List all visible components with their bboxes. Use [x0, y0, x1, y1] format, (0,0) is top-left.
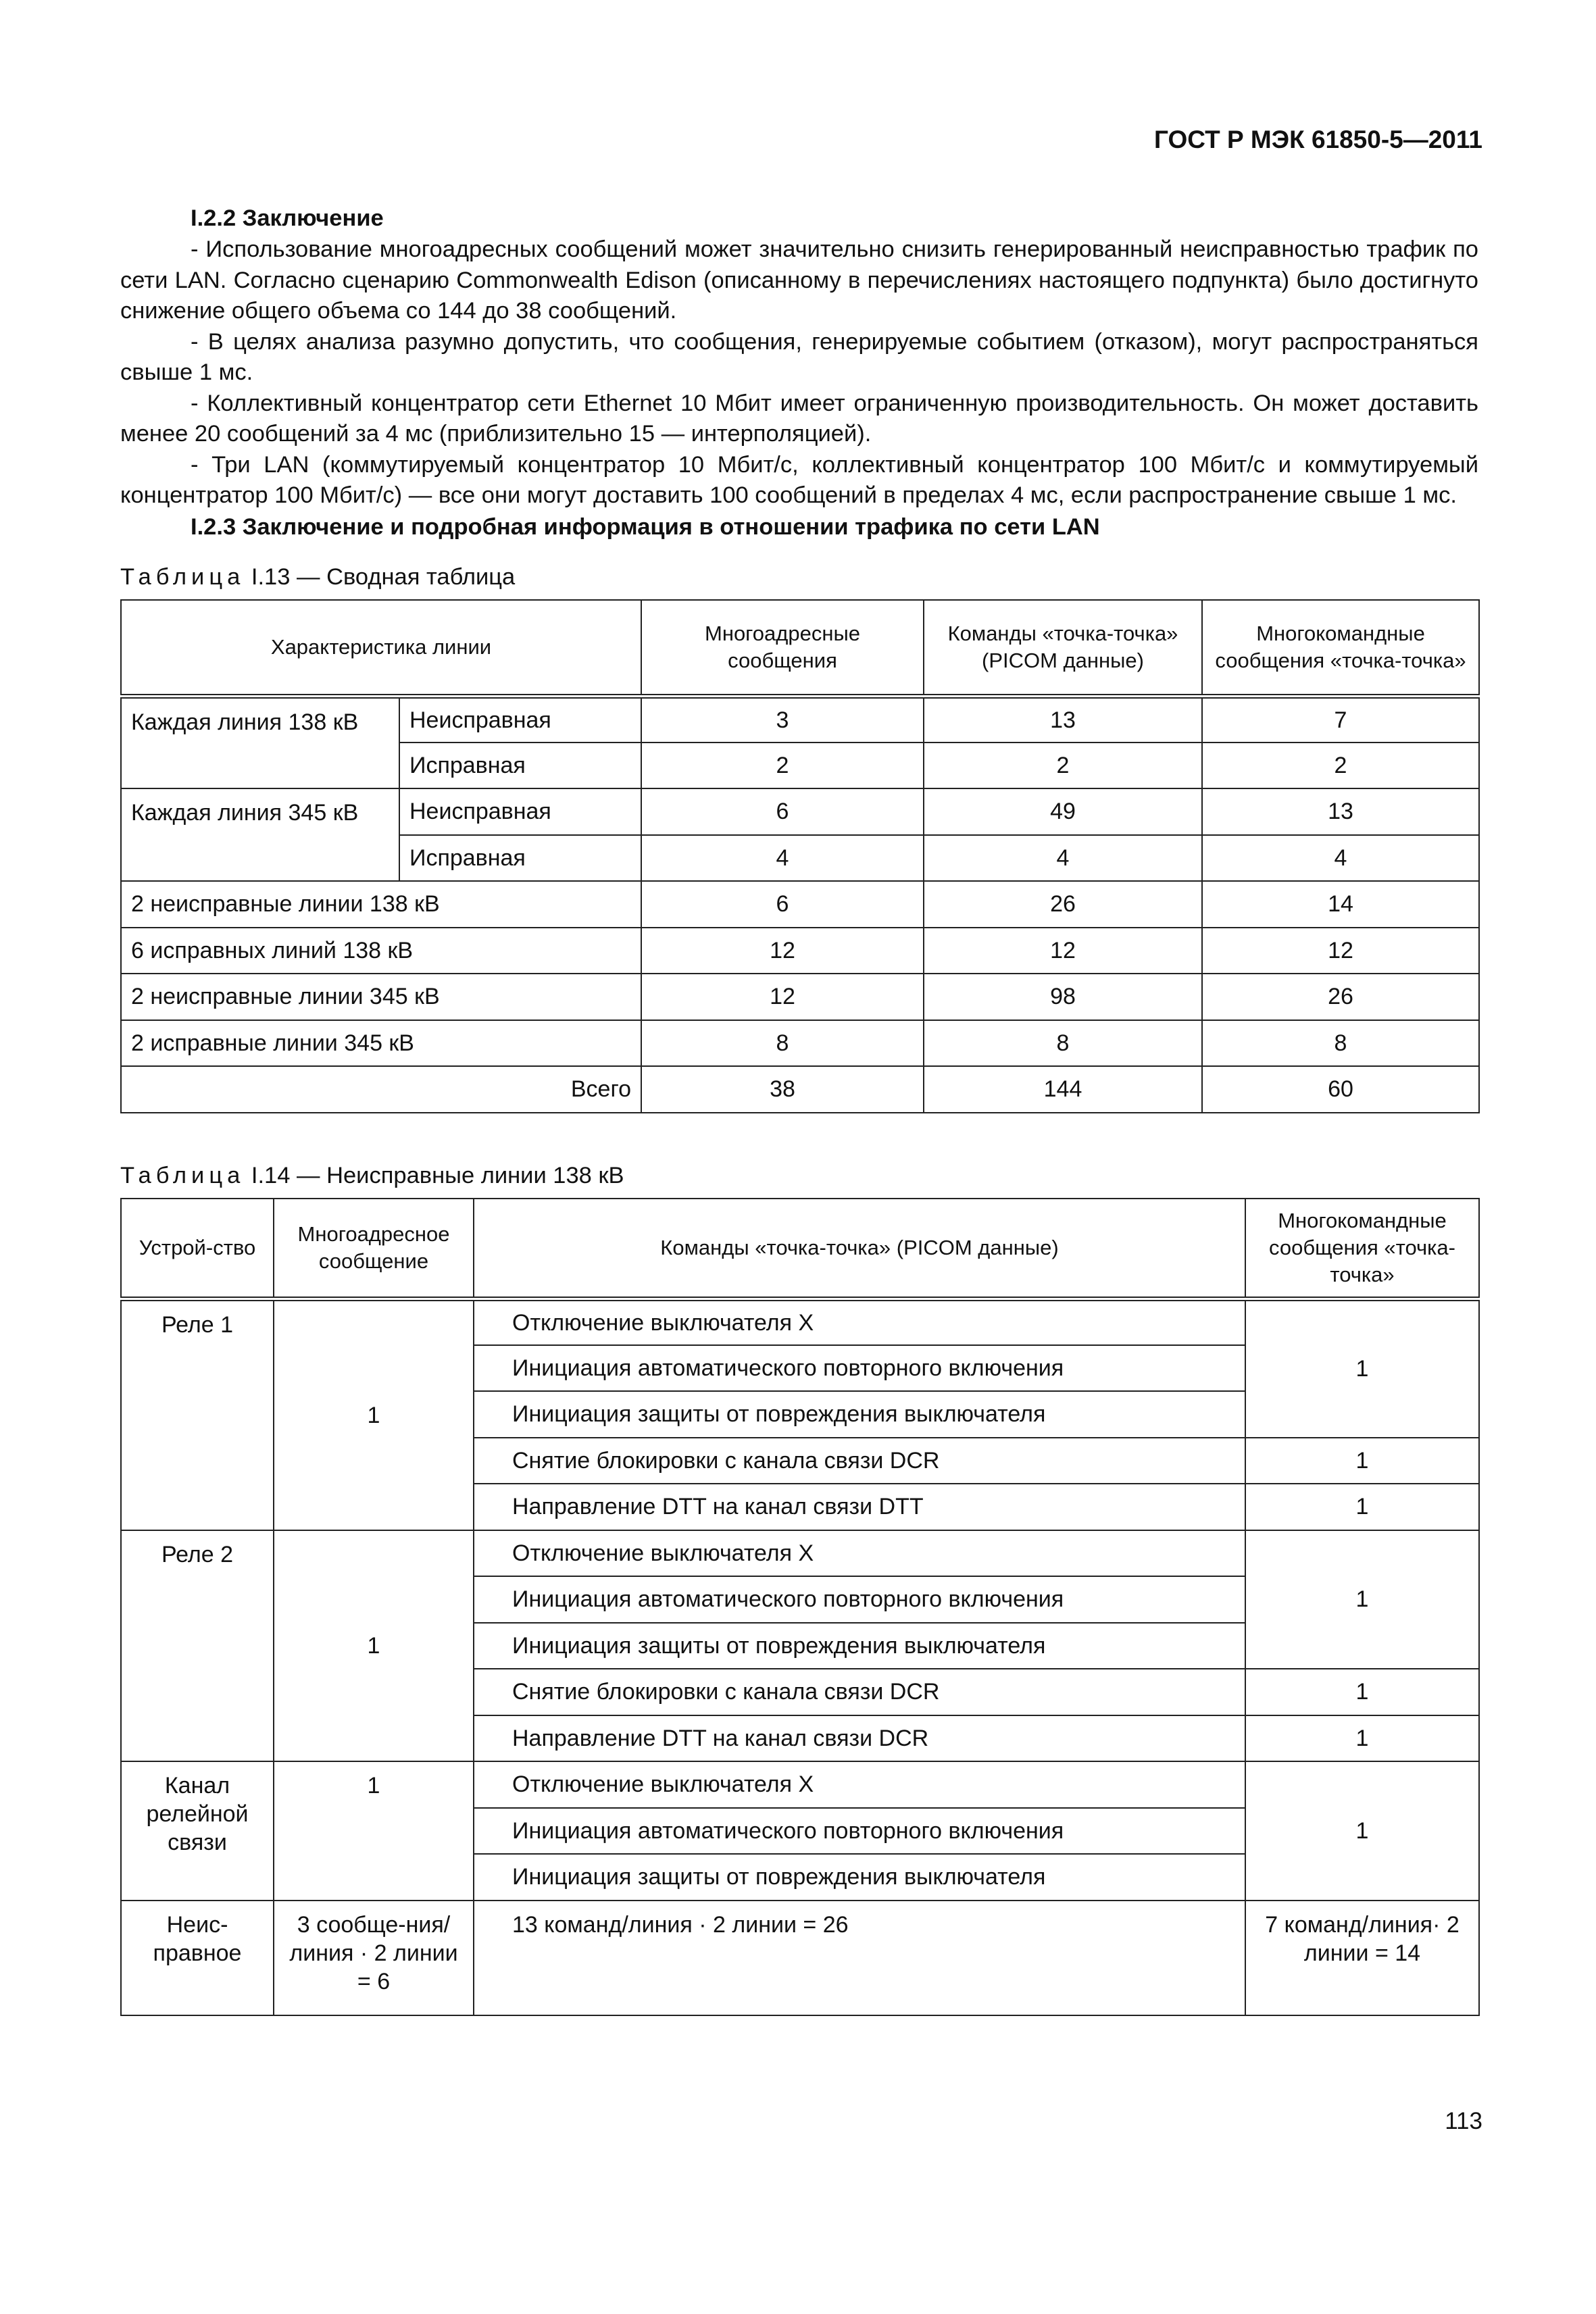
faulty-lines-table [120, 1198, 1480, 2016]
row-state: Исправная [399, 743, 641, 789]
cell-multicommand: 1 [1245, 1299, 1479, 1438]
command-cell: Направление DTT на канал связи DCR [474, 1715, 1245, 1762]
cell-multicommand: 1 [1245, 1715, 1479, 1762]
document-header: ГОСТ Р МЭК 61850-5—2011 [1154, 126, 1482, 153]
cell-multicommand: 7 [1202, 696, 1479, 743]
cell-multicommand: 1 [1245, 1669, 1479, 1715]
cell-p2p: 4 [924, 835, 1202, 882]
page-number: 113 [1445, 2108, 1482, 2134]
device-faulty: Неис-правное [121, 1901, 274, 2015]
faulty-multicommand: 7 команд/линия· 2 линии = 14 [1245, 1901, 1479, 2015]
command-cell: Отключение выключателя X [474, 1530, 1245, 1577]
table-row [121, 1020, 1479, 1067]
command-cell: Снятие блокировки с канала связи DCR [474, 1438, 1245, 1484]
header-device: Устрой-ство [121, 1199, 274, 1299]
table-row [121, 1530, 1479, 1577]
cell-multicast: 1 [274, 1761, 474, 1901]
device-relay-1: Реле 1 [121, 1299, 274, 1530]
device-relay-2: Реле 2 [121, 1530, 274, 1762]
command-cell: Инициация защиты от повреждения выключателя [474, 1623, 1245, 1669]
row-state: Исправная [399, 835, 641, 882]
cell-multicommand: 13 [1202, 788, 1479, 835]
cell-multicast: 12 [641, 974, 924, 1020]
total-label: Всего [121, 1066, 641, 1113]
table-row [121, 696, 1479, 743]
row-label: 6 исправных линий 138 кВ [121, 928, 641, 974]
cell-multicast: 3 [641, 696, 924, 743]
command-cell: Отключение выключателя X [474, 1299, 1245, 1345]
command-cell: Инициация автоматического повторного включения [474, 1576, 1245, 1623]
table-row [121, 1299, 1479, 1345]
total-row [121, 1066, 1479, 1113]
cell-p2p: 13 [924, 696, 1202, 743]
cell-p2p: 12 [924, 928, 1202, 974]
row-label: 2 неисправные линии 138 кВ [121, 881, 641, 928]
faulty-multicast: 3 сообще-ния/линия · 2 линии = 6 [274, 1901, 474, 2015]
table14-caption [120, 1161, 1478, 1192]
total-multicast: 38 [641, 1066, 924, 1113]
device-relay-channel: Канал релейной связи [121, 1761, 274, 1901]
command-cell: Инициация защиты от повреждения выключателя [474, 1854, 1245, 1901]
table-row [121, 788, 1479, 835]
header-multicast: Многоадресное сообщение [274, 1199, 474, 1299]
cell-multicommand: 1 [1245, 1438, 1479, 1484]
header-multicommand: Многокомандные сообщения «точка-точка» [1202, 600, 1479, 696]
cell-multicommand: 2 [1202, 743, 1479, 789]
cell-multicast: 6 [641, 788, 924, 835]
page-content [120, 203, 1478, 2016]
table14-caption-text: I.14 — Неисправные линии 138 кВ [245, 1162, 624, 1188]
table13-caption-word: Таблица [120, 563, 245, 590]
cell-p2p: 98 [924, 974, 1202, 1020]
section-heading-1: I.2.2 Заключение [191, 205, 384, 231]
cell-multicommand: 12 [1202, 928, 1479, 974]
cell-multicommand: 1 [1245, 1761, 1479, 1901]
table-row [121, 1761, 1479, 1808]
cell-multicommand: 1 [1245, 1484, 1479, 1530]
summary-table [120, 599, 1480, 1113]
paragraph-3: - Коллективный концентратор сети Ethernet 10 Мбит имеет ограниченную производительность. Он может доставить менее 20 сообщений за 4 мс (приблизительно 15 — интерполяцией). [120, 390, 1478, 447]
table13-caption-text: I.13 — Сводная таблица [245, 563, 516, 590]
cell-p2p: 2 [924, 743, 1202, 789]
cell-multicommand: 14 [1202, 881, 1479, 928]
cell-multicommand: 8 [1202, 1020, 1479, 1067]
table-row [121, 881, 1479, 928]
cell-multicast: 2 [641, 743, 924, 789]
cell-p2p: 49 [924, 788, 1202, 835]
cell-multicast: 6 [641, 881, 924, 928]
row-label: 2 неисправные линии 345 кВ [121, 974, 641, 1020]
cell-p2p: 8 [924, 1020, 1202, 1067]
command-cell: Направление DTT на канал связи DTT [474, 1484, 1245, 1530]
table14-caption-word: Таблица [120, 1162, 245, 1188]
table-header-row [121, 600, 1479, 696]
command-cell: Отключение выключателя X [474, 1761, 1245, 1808]
row-state: Неисправная [399, 696, 641, 743]
header-multicommand: Многокомандные сообщения «точка-точка» [1245, 1199, 1479, 1299]
group-label-138: Каждая линия 138 кВ [121, 696, 399, 788]
paragraph-2: - В целях анализа разумно допустить, что сообщения, генерируемые событием (отказом), могут распространяться свыше 1 мс. [120, 328, 1478, 385]
header-multicast: Многоадресные сообщения [641, 600, 924, 696]
cell-multicommand: 26 [1202, 974, 1479, 1020]
table13-caption [120, 562, 1478, 593]
paragraph-4: - Три LAN (коммутируемый концентратор 10 Мбит/с, коллективный концентратор 100 Мбит/с и коммутируемый концентратор 100 Мбит/с) — все они могут доставить 100 сообщений в пределах 4 мс, если распространение свыше 1 мс. [120, 451, 1478, 508]
table-row [121, 974, 1479, 1020]
cell-p2p: 26 [924, 881, 1202, 928]
cell-multicommand: 4 [1202, 835, 1479, 882]
cell-multicast: 12 [641, 928, 924, 974]
row-label: 2 исправные линии 345 кВ [121, 1020, 641, 1067]
table-row [121, 928, 1479, 974]
faulty-row [121, 1901, 1479, 2015]
header-p2p: Команды «точка-точка» (PICOM данные) [924, 600, 1202, 696]
table-header-row [121, 1199, 1479, 1299]
command-cell: Снятие блокировки с канала связи DCR [474, 1669, 1245, 1715]
cell-multicast: 4 [641, 835, 924, 882]
header-p2p: Команды «точка-точка» (PICOM данные) [474, 1199, 1245, 1299]
cell-multicast: 8 [641, 1020, 924, 1067]
group-label-345: Каждая линия 345 кВ [121, 788, 399, 881]
section-heading-2: I.2.3 Заключение и подробная информация в отношении трафика по сети LAN [191, 513, 1100, 540]
command-cell: Инициация защиты от повреждения выключателя [474, 1391, 1245, 1438]
total-p2p: 144 [924, 1066, 1202, 1113]
cell-multicast: 1 [274, 1299, 474, 1530]
faulty-p2p: 13 команд/линия · 2 линии = 26 [474, 1901, 1245, 2015]
cell-multicast: 1 [274, 1530, 474, 1762]
command-cell: Инициация автоматического повторного включения [474, 1345, 1245, 1392]
command-cell: Инициация автоматического повторного включения [474, 1808, 1245, 1855]
cell-multicommand: 1 [1245, 1530, 1479, 1669]
total-multicommand: 60 [1202, 1066, 1479, 1113]
header-line-characteristic: Характеристика линии [121, 600, 641, 696]
paragraph-1: - Использование многоадресных сообщений может значительно снизить генерированный неисправностью трафик по сети LAN. Согласно сценарию Commonwealth Edison (описанному в перечислениях настоящего подпункта) было достигнуто снижение общего объема со 144 до 38 сообщений. [120, 236, 1478, 324]
row-state: Неисправная [399, 788, 641, 835]
